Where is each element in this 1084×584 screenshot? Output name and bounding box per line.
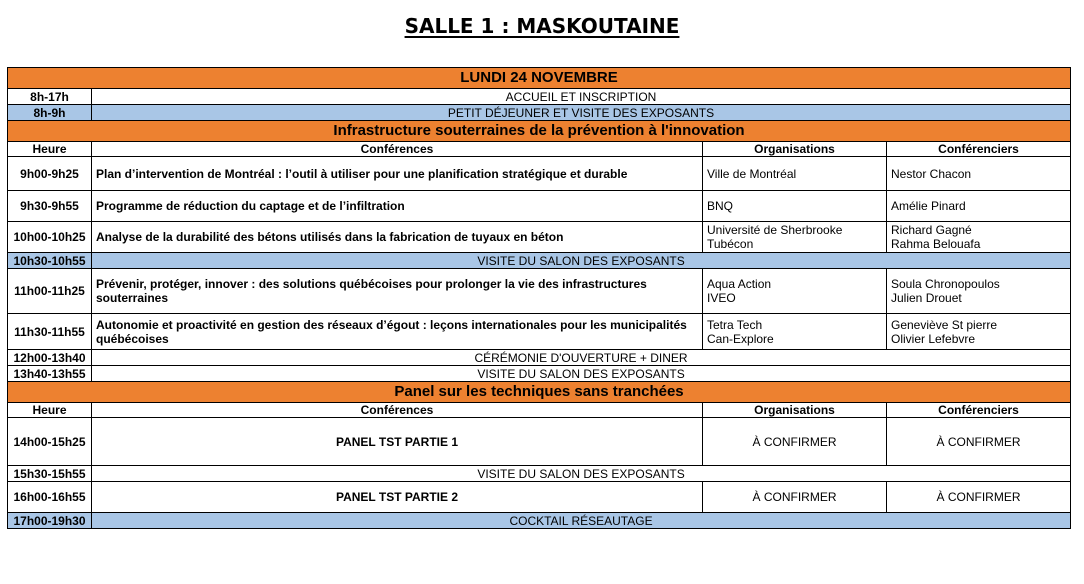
row-time: 10h00-10h25: [8, 222, 92, 253]
talk-speakers: [887, 222, 1071, 253]
panel-title: PANEL TST PARTIE 1: [92, 418, 703, 466]
talk-title: Plan d’intervention de Montréal : l’outil à utiliser pour une planification stratégique et durable: [92, 157, 703, 191]
talk-row: [8, 314, 1071, 350]
schedule-table: [7, 67, 1071, 529]
row-label: PETIT DÉJEUNER ET VISITE DES EXPOSANTS: [92, 105, 1071, 121]
row-time: 13h40-13h55: [8, 366, 92, 382]
talk-title: Autonomie et proactivité en gestion des réseaux d’égout : leçons internationales pour les municipalités québécoises: [92, 314, 703, 350]
talk-organisations: [703, 314, 887, 350]
col-heure: Heure: [8, 403, 92, 418]
day-header: LUNDI 24 NOVEMBRE: [8, 68, 1071, 89]
row-label: ACCUEIL ET INSCRIPTION: [92, 89, 1071, 105]
row-time: 17h00-19h30: [8, 513, 92, 529]
schedule-row: [8, 513, 1071, 529]
row-time: 9h00-9h25: [8, 157, 92, 191]
row-label: VISITE DU SALON DES EXPOSANTS: [92, 253, 1071, 269]
talk-speakers: [887, 269, 1071, 314]
col-conferences: Conférences: [92, 142, 703, 157]
talk-title: Prévenir, protéger, innover : des solutions québécoises pour prolonger la vie des infrastructures souterraines: [92, 269, 703, 314]
row-label: COCKTAIL RÉSEAUTAGE: [92, 513, 1071, 529]
speaker-name: Julien Drouet: [891, 291, 962, 305]
schedule-row: [8, 89, 1071, 105]
panel-row: [8, 482, 1071, 513]
row-label: VISITE DU SALON DES EXPOSANTS: [92, 466, 1071, 482]
col-conferences: Conférences: [92, 403, 703, 418]
speaker-name: Richard Gagné: [891, 223, 972, 237]
row-time: 15h30-15h55: [8, 466, 92, 482]
panel-title: PANEL TST PARTIE 2: [92, 482, 703, 513]
organisation-name: Université de Sherbrooke: [707, 223, 843, 237]
section-header: Panel sur les techniques sans tranchées: [8, 382, 1071, 403]
speaker-name: Rahma Belouafa: [891, 237, 981, 251]
schedule-row: [8, 253, 1071, 269]
row-label: CÉRÉMONIE D'OUVERTURE + DINER: [92, 350, 1071, 366]
panel-organisation: À CONFIRMER: [703, 482, 887, 513]
talk-row: [8, 222, 1071, 253]
col-conferenciers: Conférenciers: [887, 142, 1071, 157]
organisation-name: Aqua Action: [707, 277, 772, 291]
row-time: 14h00-15h25: [8, 418, 92, 466]
column-header-row: [8, 403, 1071, 418]
talk-row: [8, 157, 1071, 191]
organisation-name: Tetra Tech: [707, 317, 763, 332]
talk-organisation: Ville de Montréal: [703, 157, 887, 191]
row-time: 8h-9h: [8, 105, 92, 121]
talk-organisations: [703, 269, 887, 314]
talk-row: [8, 269, 1071, 314]
talk-row: [8, 191, 1071, 222]
schedule-row: [8, 105, 1071, 121]
speaker-name: Soula Chronopoulos: [891, 277, 1000, 291]
col-organisations: Organisations: [703, 403, 887, 418]
talk-speaker: Amélie Pinard: [887, 191, 1071, 222]
organisation-name: Can-Explore: [707, 331, 774, 346]
talk-organisations: [703, 222, 887, 253]
day-header-row: [8, 68, 1071, 89]
column-header-row: [8, 142, 1071, 157]
panel-speaker: À CONFIRMER: [887, 418, 1071, 466]
panel-speaker: À CONFIRMER: [887, 482, 1071, 513]
page-title: SALLE 1 : MASKOUTAINE: [404, 14, 680, 38]
talk-title: Programme de réduction du captage et de l’infiltration: [92, 191, 703, 222]
talk-speakers: [887, 314, 1071, 350]
col-heure: Heure: [8, 142, 92, 157]
row-time: 12h00-13h40: [8, 350, 92, 366]
row-time: 16h00-16h55: [8, 482, 92, 513]
row-label: VISITE DU SALON DES EXPOSANTS: [92, 366, 1071, 382]
panel-organisation: À CONFIRMER: [703, 418, 887, 466]
organisation-name: Tubécon: [707, 237, 754, 251]
organisation-name: IVEO: [707, 291, 736, 305]
row-time: 9h30-9h55: [8, 191, 92, 222]
section-header-row: [8, 121, 1071, 142]
section-header: Infrastructure souterraines de la prévention à l'innovation: [8, 121, 1071, 142]
schedule-row: [8, 350, 1071, 366]
schedule-row: [8, 466, 1071, 482]
col-conferenciers: Conférenciers: [887, 403, 1071, 418]
row-time: 11h30-11h55: [8, 314, 92, 350]
row-time: 11h00-11h25: [8, 269, 92, 314]
talk-organisation: BNQ: [703, 191, 887, 222]
section-header-row: [8, 382, 1071, 403]
row-time: 10h30-10h55: [8, 253, 92, 269]
schedule-row: [8, 366, 1071, 382]
speaker-name: Geneviève St pierre: [891, 317, 998, 332]
talk-speaker: Nestor Chacon: [887, 157, 1071, 191]
col-organisations: Organisations: [703, 142, 887, 157]
speaker-name: Olivier Lefebvre: [891, 331, 976, 346]
talk-title: Analyse de la durabilité des bétons utilisés dans la fabrication de tuyaux en béton: [92, 222, 703, 253]
panel-row: [8, 418, 1071, 466]
row-time: 8h-17h: [8, 89, 92, 105]
